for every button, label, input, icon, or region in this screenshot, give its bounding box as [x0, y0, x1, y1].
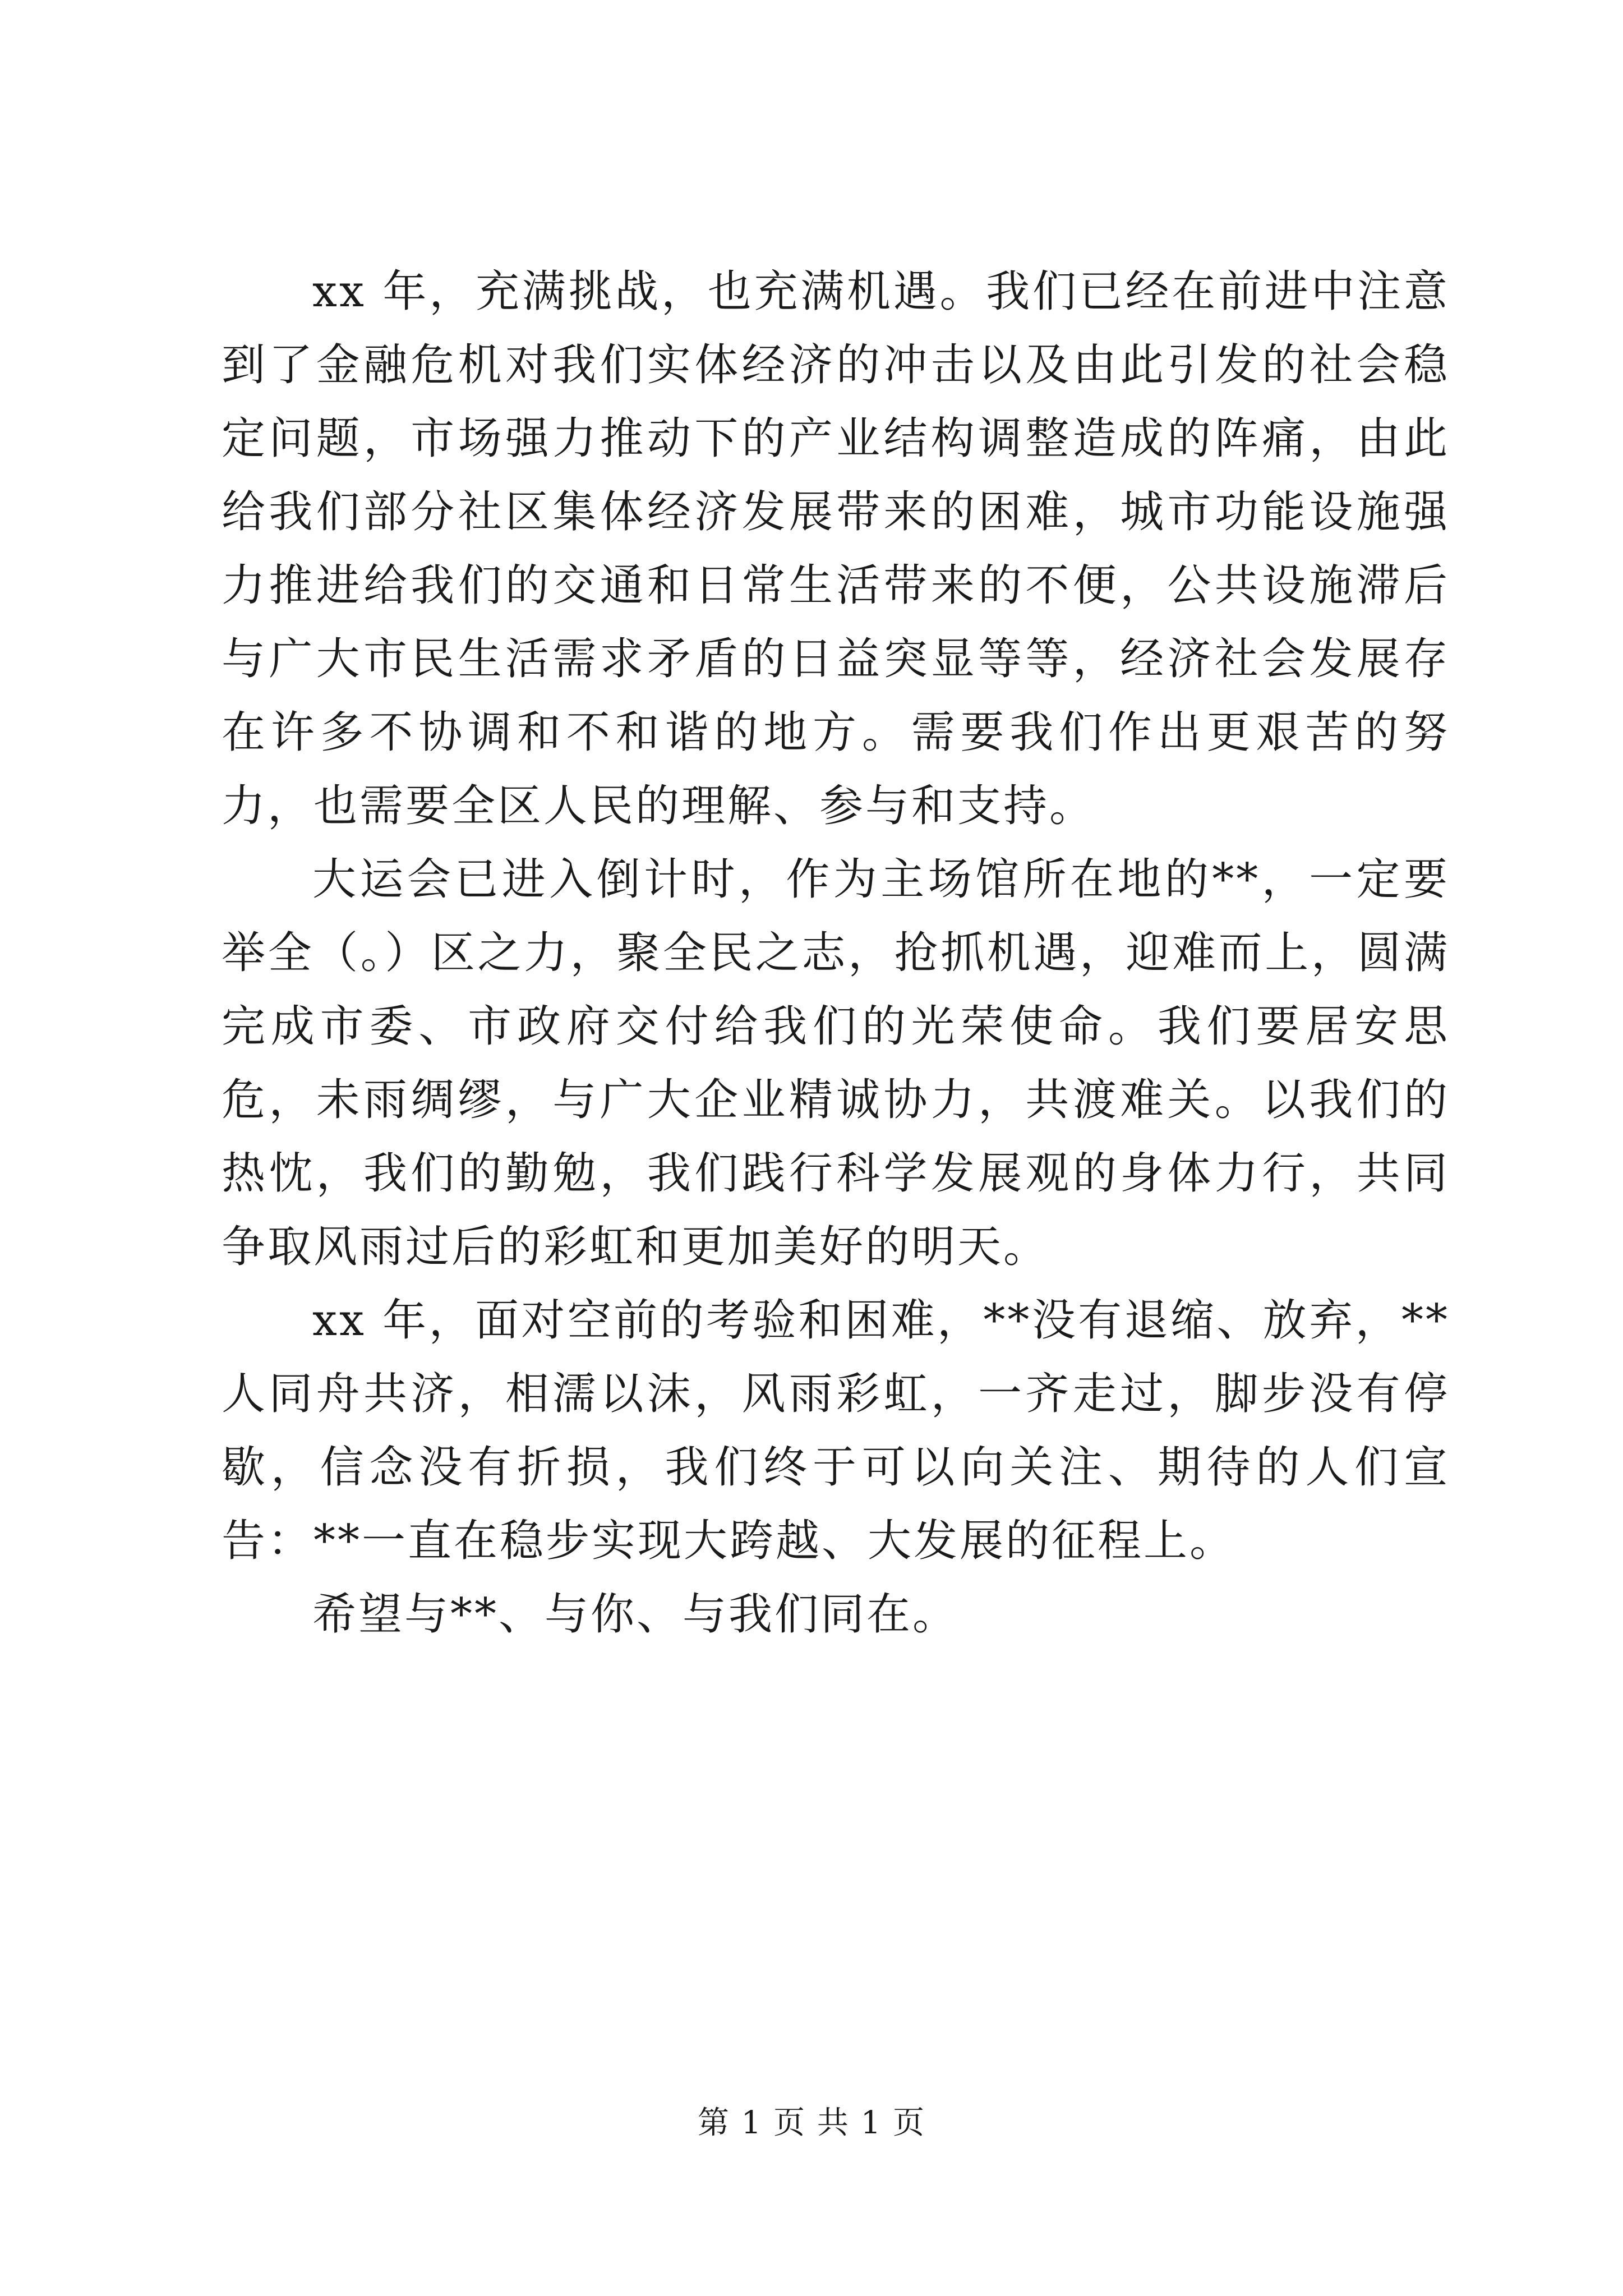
page-footer: 第 1 页 共 1 页 — [697, 2105, 926, 2141]
paragraph-1: xx 年，充满挑战，也充满机遇。我们已经在前进中注意到了金融危机对我们实体经济的冲击以及由此引发的社会稳定问题，市场强力推动下的产业结构调整造成的阵痛，由此给我们部分社区集体经济发展带来的困难，城市功能设施强力推进给我们的交通和日常生活带来的不便，公共设施滞后与广大市民生活需求矛盾的日益突显等等，经济社会发展存在许多不协调和不和谐的地方。需要我们作出更艰苦的努力，也需要全区人民的理解、参与和支持。 — [222, 266, 1450, 831]
document-body — [222, 255, 1450, 1651]
paragraph-2: 大运会已进入倒计时，作为主场馆所在地的**，一定要举全（。）区之力，聚全民之志，抢抓机遇，迎难而上，圆满完成市委、市政府交付给我们的光荣使命。我们要居安思危，未雨绸缪，与广大企业精诚协力，共渡难关。以我们的热忱，我们的勤勉，我们践行科学发展观的身体力行，共同争取风雨过后的彩虹和更加美好的明天。 — [222, 854, 1450, 1272]
paragraph-3: xx 年，面对空前的考验和困难，**没有退缩、放弃，**人同舟共济，相濡以沫，风雨彩虹，一齐走过，脚步没有停歇，信念没有折损，我们终于可以向关注、期待的人们宣告：**一直在稳步实现大跨越、大发展的征程上。 — [222, 1295, 1450, 1566]
paragraph-4: 希望与**、与你、与我们同在。 — [312, 1589, 959, 1640]
